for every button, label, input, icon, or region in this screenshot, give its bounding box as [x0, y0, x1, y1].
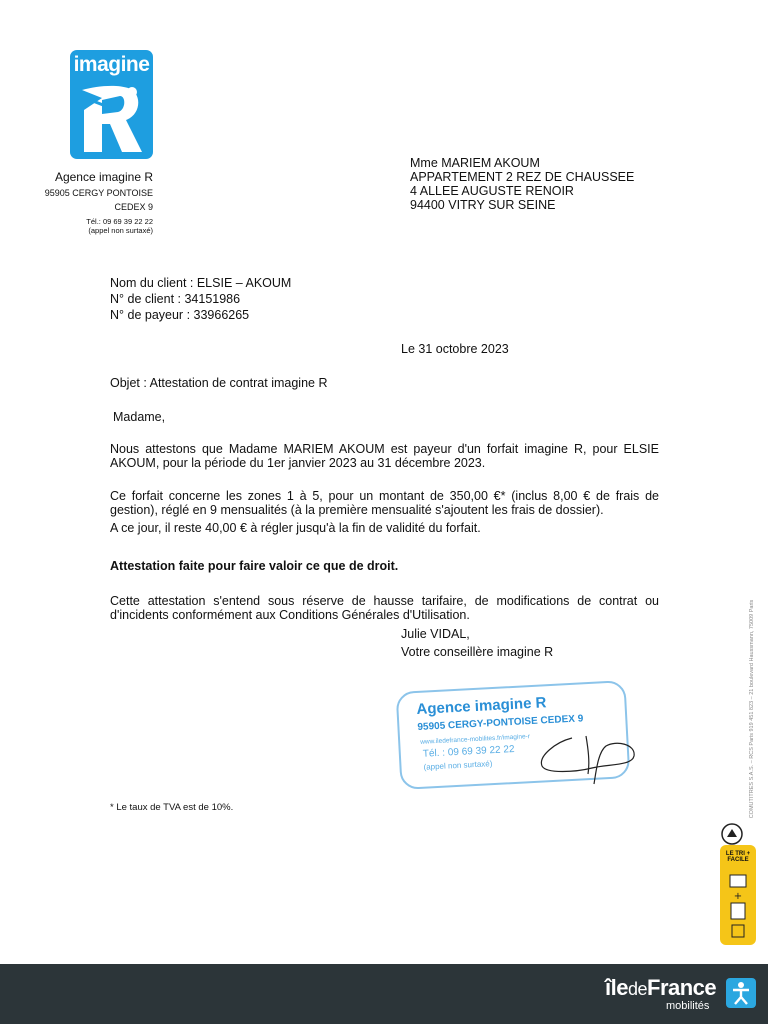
footer-brand: [605, 975, 716, 1001]
tri-facile-badge: [720, 845, 756, 945]
idf-mobilites-logo-icon: [726, 978, 756, 1008]
svg-text:+: +: [733, 891, 743, 902]
tri-label: LE TRI + FACILE: [725, 851, 751, 863]
stamp-title: Agence imagine R: [416, 694, 547, 719]
triman-icon: [721, 823, 743, 845]
signature-role: Votre conseillère imagine R: [401, 645, 554, 659]
agency-block: [20, 170, 153, 235]
paragraph-attestation: Nous attestons que Madame MARIEM AKOUM est payeur d'un forfait imagine R, pour ELSIE AKOUM, pour la période du 1er janvier 2023 au 31 décembre 2023.: [110, 442, 659, 470]
paragraph-forfait: Ce forfait concerne les zones 1 à 5, pour un montant de 350,00 €* (inclus 8,00 € de frais de gestion), réglé en 9 mensualités (à la première mensualité s'ajoutent les frais de dossier).: [110, 489, 659, 517]
brand-france: France: [647, 975, 717, 1000]
recipient-line: Mme MARIEM AKOUM: [410, 156, 540, 170]
imagine-r-logo: [70, 50, 153, 159]
agency-cedex: CEDEX 9: [114, 202, 153, 213]
letter-subject: Objet : Attestation de contrat imagine R: [110, 376, 328, 390]
client-info: [110, 275, 291, 323]
side-legal-text: COMUTITRES S.A.S. – RCS Paris 919 451 823 – 21 boulevard Haussmann, 75009 Paris: [749, 599, 755, 819]
payer-number: N° de payeur : 33966265: [110, 308, 250, 322]
recipient-line: APPARTEMENT 2 REZ DE CHAUSSEE: [410, 170, 635, 184]
logo-word: imagine: [73, 53, 150, 76]
paragraph-reserve: Cette attestation s'entend sous réserve de hausse tarifaire, de modifications de contrat ou d'incidents conformément aux Conditions Générales d'Utilisation.: [110, 594, 659, 622]
client-name: Nom du client : ELSIE – AKOUM: [110, 276, 292, 290]
signature-block: [401, 625, 553, 661]
vat-footnote: * Le taux de TVA est de 10%.: [110, 802, 234, 813]
agency-name: Agence imagine R: [54, 170, 153, 184]
signature-name: Julie VIDAL,: [401, 627, 470, 641]
stamp-address: 95905 CERGY-PONTOISE CEDEX 9: [417, 713, 584, 733]
recipient-address: [410, 156, 634, 212]
agency-city: 95905 CERGY PONTOISE: [44, 188, 153, 198]
client-number: N° de client : 34151986: [110, 292, 241, 306]
stamp-phone: Tél. : 09 69 39 22 22: [422, 743, 515, 760]
brand-de: de: [627, 979, 647, 999]
brand-ile: île: [605, 975, 628, 1000]
agency-phone: Tél.: 09 69 39 22 22: [86, 216, 153, 226]
footer-bar: [0, 964, 768, 1024]
recipient-line: 4 ALLEE AUGUSTE RENOIR: [410, 184, 574, 198]
agency-phone-note: (appel non surtaxé): [88, 225, 153, 235]
recipient-line: 94400 VITRY SUR SEINE: [410, 198, 556, 212]
brand-mobilites: mobilités: [666, 1000, 710, 1012]
stamp-phone-note: (appel non surtaxé): [423, 759, 493, 772]
paragraph-remaining: A ce jour, il reste 40,00 € à régler jusqu'à la fin de validité du forfait.: [110, 521, 481, 535]
letter-date: Le 31 octobre 2023: [401, 342, 509, 356]
stamp-url: www.iledefrance-mobilites.fr/imagine-r: [420, 733, 531, 746]
paragraph-valoir: Attestation faite pour faire valoir ce que de droit.: [110, 559, 399, 573]
salutation: Madame,: [113, 410, 166, 424]
logo-r-figure-icon: [76, 80, 147, 156]
handwritten-signature-icon: [536, 728, 642, 786]
recycling-icons: [728, 873, 748, 939]
